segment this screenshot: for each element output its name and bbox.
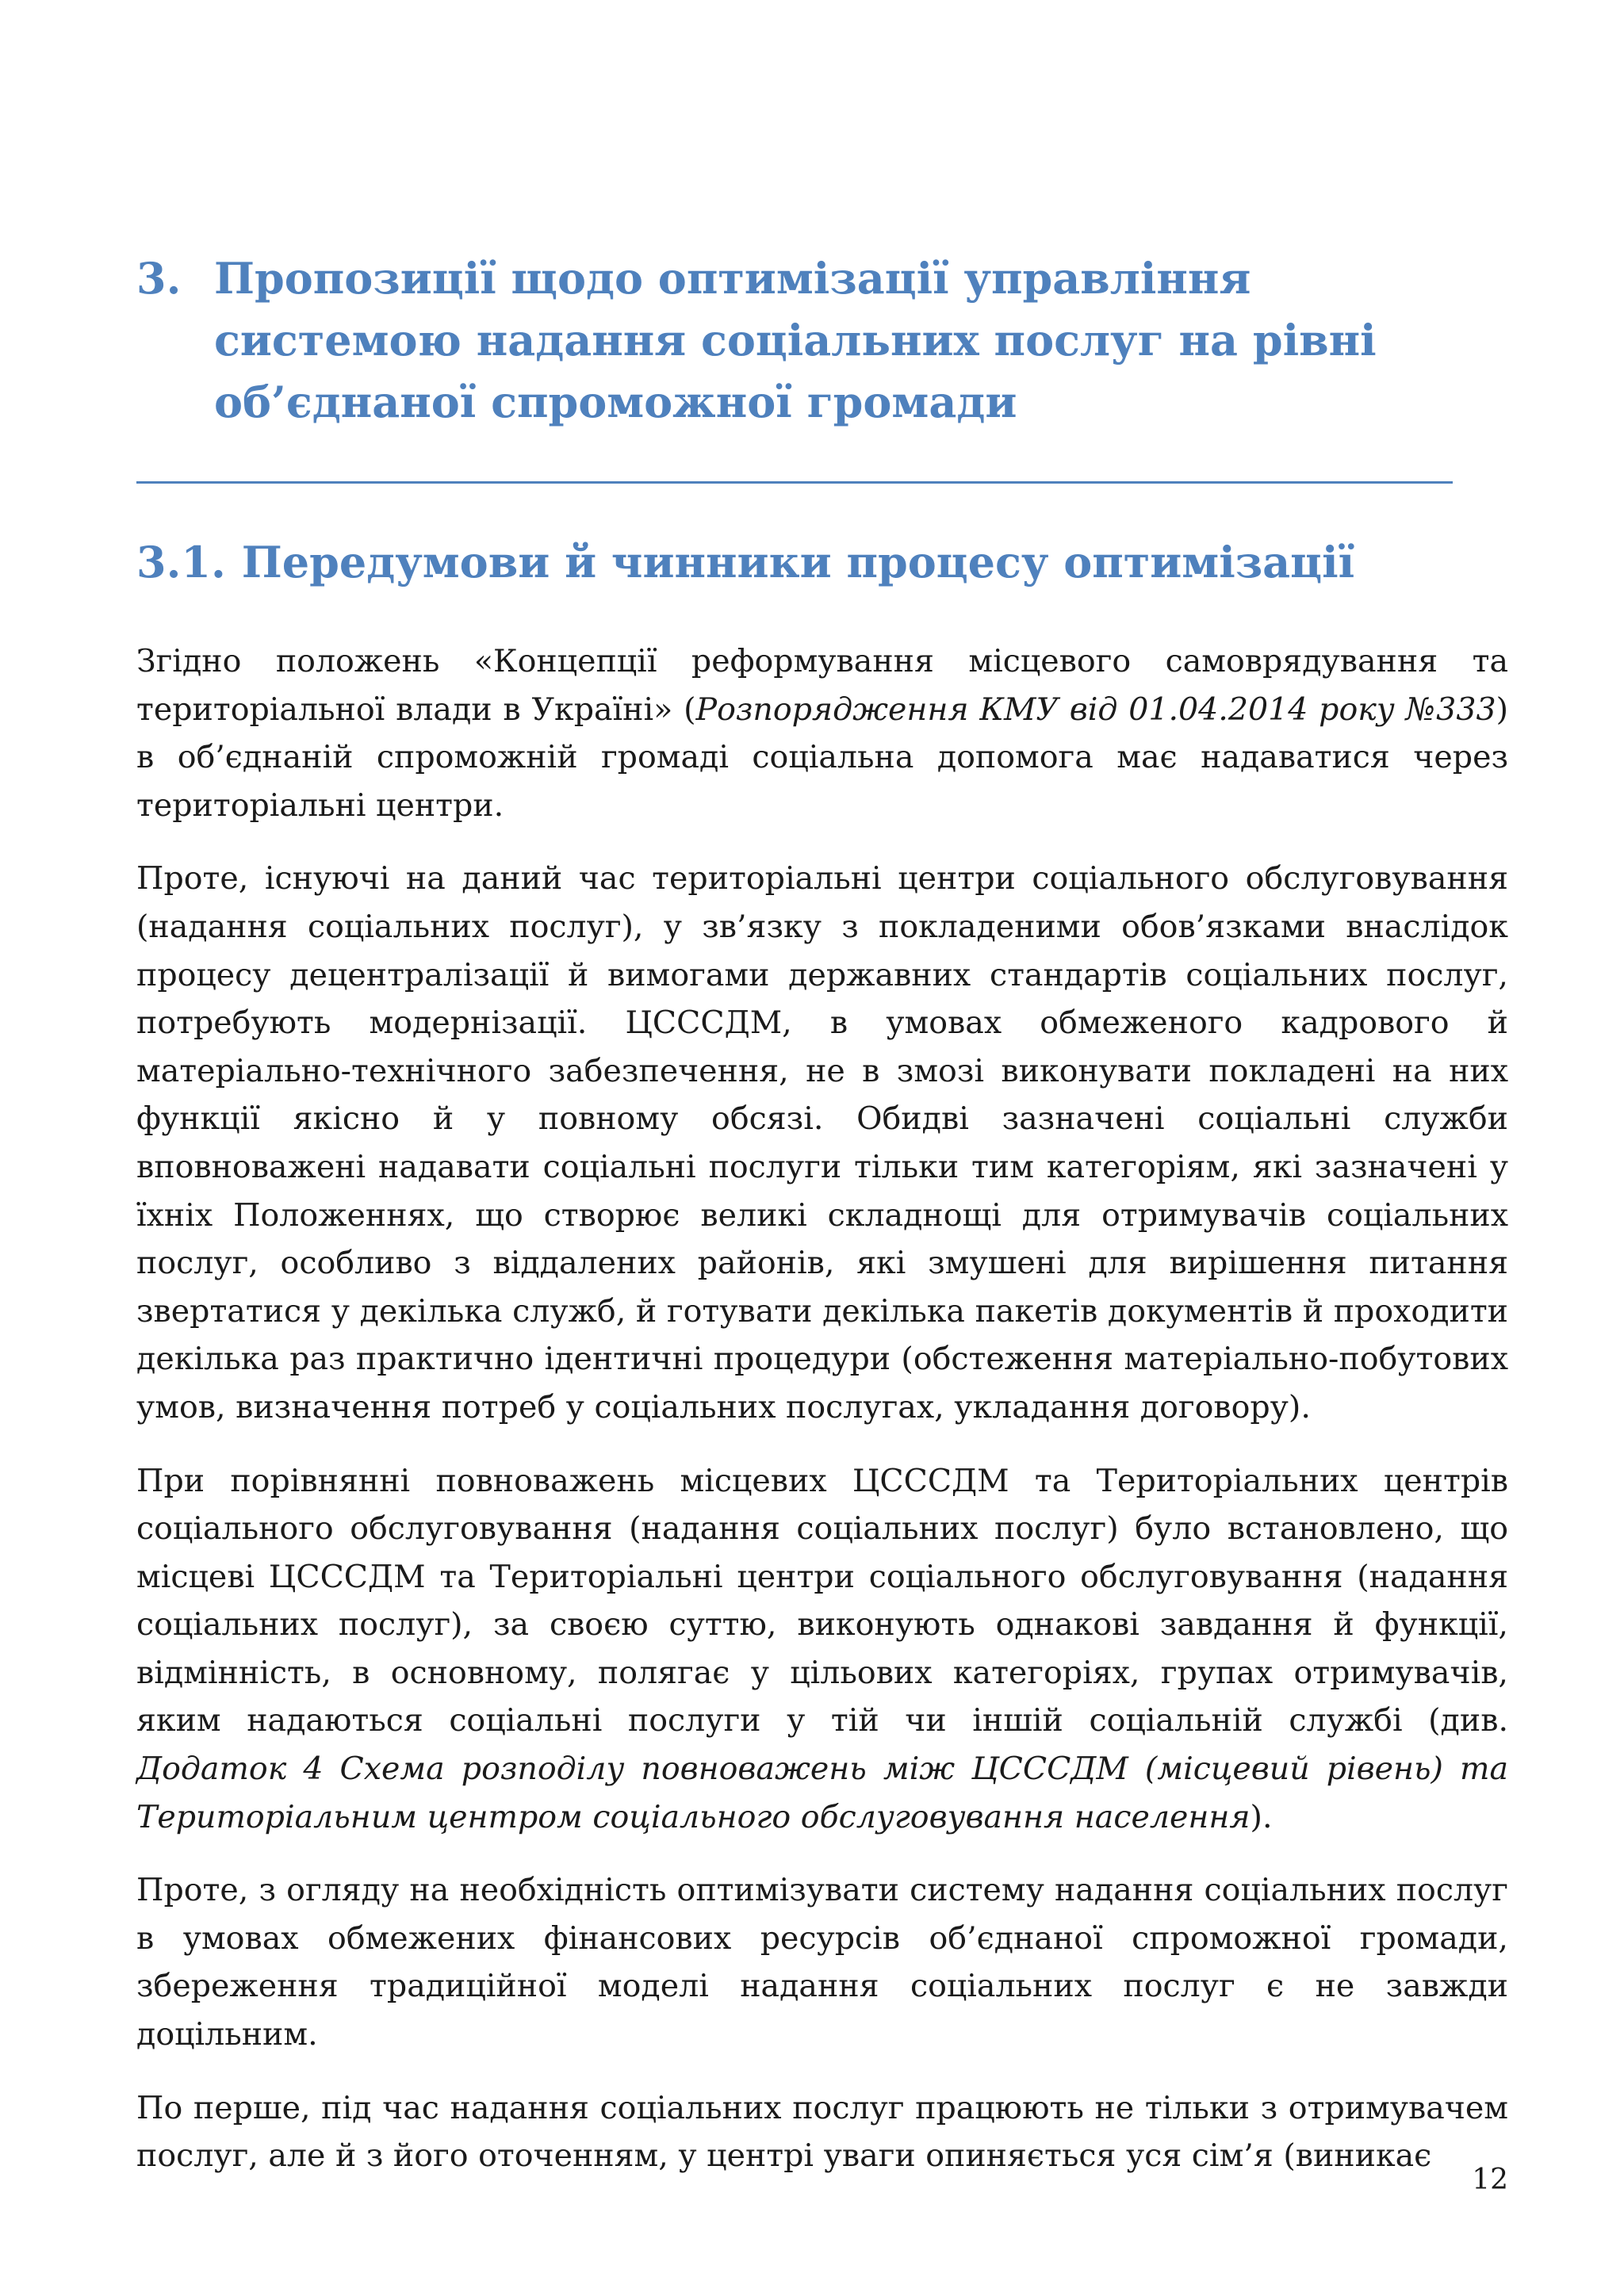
paragraph-3-text: При порівнянні повноважень місцевих ЦСССДМ та Територіальних центрів соціального обслуговування (надання соціальних послуг) було встановлено, що місцеві ЦСССДМ та Територіальні центри соціального обслуговування (надання соціальних послуг), за своєю суттю, виконують однакові завдання й функції, відмінність, в основному, полягає у цільових категоріях, групах отримувачів, яким надаються соціальні послуги у тій чи іншій соціальній службі (див.: [136, 1462, 1508, 1739]
document-page: [136, 0, 1508, 2296]
body-text: [136, 637, 1508, 2206]
chapter-number: 3.: [136, 253, 182, 304]
paragraph-1-reference: Розпорядження КМУ від 01.04.2014 року №333: [695, 691, 1496, 728]
paragraph-1: [136, 637, 1508, 829]
paragraph-3-reference: Додаток 4 Схема розподілу повноважень між ЦСССДМ (місцевий рівень) та Територіальним центром соціального обслуговування населення: [136, 1751, 1508, 1835]
paragraph-1-text: Згідно положень «Концепції реформування місцевого самоврядування та територіальної влади в Україні» (: [136, 643, 1508, 728]
paragraph-3: [136, 1457, 1508, 1842]
section-number: 3.1.: [136, 537, 226, 587]
paragraph-3-text-end: ).: [1250, 1798, 1273, 1835]
paragraph-2: Проте, існуючі на даний час територіальні центри соціального обслуговування (надання соціальних послуг), у зв’язку з покладеними обов’язками внаслідок процесу децентралізації й вимогами державних стандартів соціальних послуг, потребують модернізації. ЦСССДМ, в умовах обмеженого кадрового й матеріально-технічного забезпечення, не в змозі виконувати покладені на них функції якісно й у повному обсязі. Обидві зазначені соціальні служби вповноважені надавати соціальні послуги тільки тим категоріям, які зазначені у їхніх Положеннях, що створює великі складнощі для отримувачів соціальних послуг, особливо з віддалених районів, які змушені для вирішення питання звертатися у декілька служб, й готувати декілька пакетів документів й проходити декілька раз практично ідентичні процедури (обстеження матеріально-побутових умов, визначення потреб у соціальних послугах, укладання договору).: [136, 860, 1508, 1425]
chapter-title: Пропозиції щодо оптимізації управління системою надання соціальних послуг на рівні об’єднаної спроможної громади: [214, 253, 1377, 427]
section-title: Передумови й чинники процесу оптимізації: [241, 537, 1355, 587]
paragraph-5: По перше, під час надання соціальних послуг працюють не тільки з отримувачем послуг, але й з його оточенням, у центрі уваги опиняється уся сім’я (виникає: [136, 2089, 1508, 2175]
paragraph-1-text-end: ) в об’єднаній спроможній громаді соціальна допомога має надаватися через територіальні центри.: [136, 691, 1508, 824]
section-heading: [136, 531, 1508, 593]
paragraph-4: Проте, з огляду на необхідність оптимізувати систему надання соціальних послуг в умовах обмежених фінансових ресурсів об’єднаної спроможної громади, збереження традиційної моделі надання соціальних послуг є не завжди доцільним.: [136, 1872, 1508, 2053]
heading-divider: [136, 481, 1453, 484]
chapter-heading: [136, 247, 1508, 433]
page-number: 12: [1472, 2164, 1508, 2196]
